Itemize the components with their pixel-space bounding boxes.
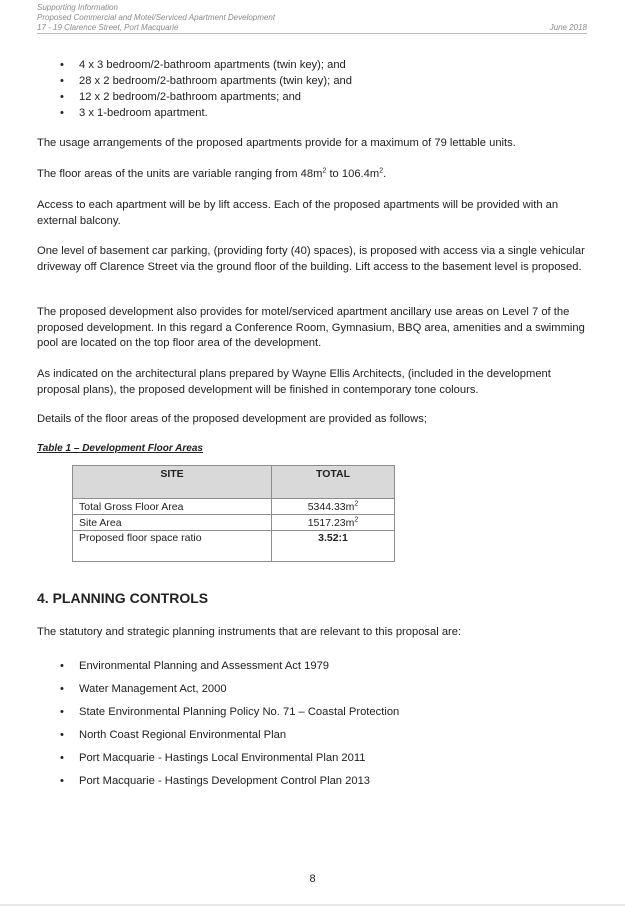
floor-area-table [72,465,395,562]
list-item: • State Environmental Planning Policy No. 71 – Coastal Protection [37,701,399,724]
basement-paragraph: One level of basement car parking, (providing forty (40) spaces), is proposed with access via a single vehicular driveway off Clarence Street via the ground floor of the building. Lift access to the basement level is proposed. [37,245,585,273]
table-cell-site: Total Gross Floor Area [73,499,272,515]
table-header-row [73,466,395,499]
floor-area-text-3: . [383,168,387,180]
list-item: • 3 x 1-bedroom apartment. [37,105,352,121]
table-row [73,531,395,562]
header-line-1: Supporting Information [37,3,118,12]
motel-paragraph: The proposed development also provides for motel/serviced apartment ancillary use areas on Level 7 of the proposed development. In this regard a Conference Room, Gymnasium, BBQ area, amenities and a swimming pool are located on the top floor area of the development. [37,306,585,349]
header-date: June 2018 [549,23,587,32]
planning-instruments-list [37,655,399,793]
section-heading: 4. PLANNING CONTROLS [37,590,209,606]
table-cell-total [272,515,395,531]
column-header-site: SITE [73,466,272,499]
list-item: • North Coast Regional Environmental Plan [37,724,399,747]
header-line-3-row [37,23,587,33]
usage-paragraph: The usage arrangements of the proposed apartments provide for a maximum of 79 lettable units. [37,137,516,149]
header-line-2: Proposed Commercial and Motel/Serviced Apartment Development [37,13,276,22]
floor-area-text-2: to 106.4m [326,168,380,180]
page-header [37,3,587,33]
architectural-paragraph: As indicated on the architectural plans prepared by Wayne Ellis Architects, (included in the development proposal plans), the proposed development will be finished in contemporary tone colours. [37,368,551,396]
apartment-list [37,57,352,121]
superscript: 2 [354,516,359,523]
floor-area-text-1: The floor areas of the units are variable ranging from 48m [37,168,323,180]
floor-area-paragraph [37,167,592,183]
list-item: • Environmental Planning and Assessment Act 1979 [37,655,399,678]
superscript: 2 [322,167,327,175]
superscript: 2 [354,500,359,507]
list-item: • 12 x 2 bedroom/2-bathroom apartments; and [37,89,352,105]
table-row [73,515,395,531]
list-item: • 28 x 2 bedroom/2-bathroom apartments (twin key); and [37,73,352,89]
list-item: • Port Macquarie - Hastings Development Control Plan 2013 [37,770,399,793]
column-header-total: TOTAL [272,466,395,499]
header-address: 17 - 19 Clarence Street, Port Macquarie [37,23,179,32]
list-item: • Water Management Act, 2000 [37,678,399,701]
section-intro: The statutory and strategic planning instruments that are relevant to this proposal are: [37,626,462,638]
table-cell-site: Proposed floor space ratio [73,531,272,562]
access-paragraph: Access to each apartment will be by lift access. Each of the proposed apartments will be provided with an external balcony. [37,199,559,227]
details-paragraph: Details of the floor areas of the proposed development are provided as follows; [37,413,427,425]
list-item: • Port Macquarie - Hastings Local Environmental Plan 2011 [37,747,399,770]
table-title: Table 1 – Development Floor Areas [37,443,203,454]
superscript: 2 [379,167,384,175]
total-value: 5344.33m [307,500,355,513]
table-cell-total: 3.52:1 [272,531,395,562]
list-item: • 4 x 3 bedroom/2-bathroom apartments (twin key); and [37,57,352,73]
table-row [73,499,395,515]
header-divider [37,33,587,34]
table-cell-site: Site Area [73,515,272,531]
table-cell-total [272,499,395,515]
total-value: 1517.23m [307,516,355,529]
page-number: 8 [309,873,316,885]
